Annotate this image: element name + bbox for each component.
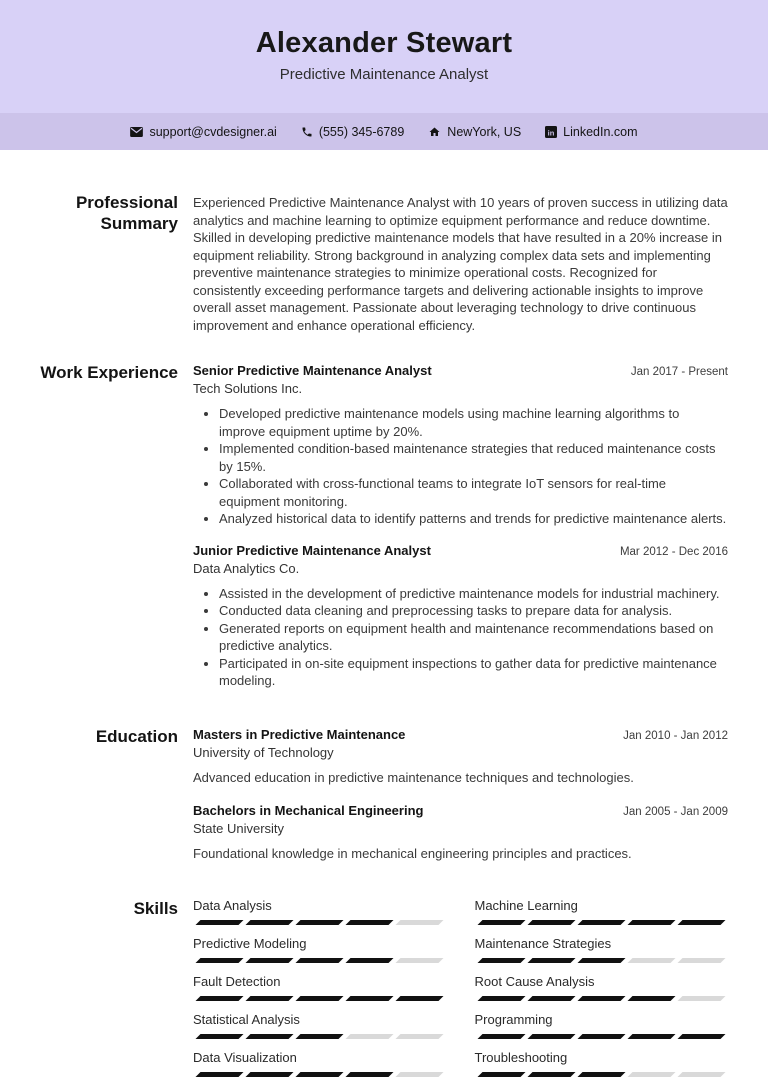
degree-description: Foundational knowledge in mechanical engineering principles and practices. [193,845,632,861]
skill-level-bar [193,958,447,963]
contact-linkedin[interactable] [545,125,637,139]
job-bullet: • Conducted data cleaning and preprocessing tasks to prepare data for analysis. [219,602,728,620]
skill-level-bar [475,996,729,1001]
skill-name: Machine Learning [474,897,578,913]
skill-level-bar [475,958,729,963]
degree-dates: Jan 2010 - Jan 2012 [623,729,728,742]
skill-segment-filled [477,996,525,1001]
skill-item [475,1050,729,1077]
svg-text:in: in [547,127,555,137]
skill-name: Statistical Analysis [193,1011,300,1027]
skill-segment-filled [296,1034,344,1039]
skill-segment-filled [527,996,575,1001]
skill-segment-filled [196,958,244,963]
skill-item [193,1012,447,1039]
skill-item [193,936,447,963]
skill-segment-empty [396,958,444,963]
section-skills [40,898,728,1077]
job-bullet: • Participated in on-site equipment inspections to gather data for predictive maintenance modeling. [219,655,728,690]
skill-segment-empty [627,958,675,963]
contact-location[interactable] [428,125,521,139]
skill-segment-filled [296,996,344,1001]
skill-segment-filled [577,996,625,1001]
skill-item [475,898,729,925]
skill-segment-filled [577,1034,625,1039]
email-icon [130,127,143,137]
skill-segment-filled [577,958,625,963]
job-company: Data Analytics Co. [193,560,300,576]
skill-segment-filled [527,958,575,963]
skill-item [193,974,447,1001]
skill-segment-filled [627,1034,675,1039]
skill-segment-filled [577,920,625,925]
section-professional-summary [40,192,728,334]
resume-header [0,0,768,113]
contact-phone-text: (555) 345-6789 [318,124,405,139]
degree-school: State University [193,820,285,836]
job-entry [193,362,728,528]
skill-segment-empty [677,996,725,1001]
skill-segment-filled [296,920,344,925]
section-title-work-experience: Work Experience [40,363,178,382]
skill-segment-filled [296,1072,344,1077]
job-company: Tech Solutions Inc. [193,381,303,396]
skill-segment-filled [346,1072,394,1077]
resume-body [0,150,768,1077]
job-bullet: • Assisted in the development of predictive maintenance models for industrial machinery. [219,585,728,603]
skill-segment-filled [196,920,244,925]
job-bullet: • Implemented condition-based maintenance strategies that reduced maintenance costs by 15%. [219,440,728,475]
skill-name: Maintenance Strategies [474,935,612,951]
degree-description: Advanced education in predictive maintenance techniques and technologies. [193,769,634,785]
skill-level-bar [475,1072,729,1077]
skill-item [475,1012,729,1039]
contact-email-text: support@cvdesigner.ai [149,124,277,139]
skill-level-bar [475,1034,729,1039]
skill-name: Data Analysis [193,897,272,913]
skill-segment-filled [246,920,294,925]
job-bullet: • Developed predictive maintenance models using machine learning algorithms to improve equipment uptime by 20%. [219,405,728,440]
summary-text: Experienced Predictive Maintenance Analyst with 10 years of proven success in utilizing data analytics and machine learning to optimize equipment performance and reduce downtime. Skilled in developing predictive maintenance models that have resulted in a 20% increase in equipment reliability. Strong background in analyzing complex data sets and implementing preventive maintenance strategies to minimize operational costs. Recognized for consistently exceeding performance targets and delivering actionable insights to improve overall asset management. Passionate about leveraging technology to drive continuous improvement and enhance operational efficiency. [193,195,728,333]
job-title: Senior Predictive Maintenance Analyst [193,363,432,378]
skill-item [475,974,729,1001]
job-bullet-list [193,585,728,690]
skill-item [193,1050,447,1077]
contact-email[interactable] [130,125,276,139]
skill-segment-filled [477,1072,525,1077]
skill-segment-empty [396,1072,444,1077]
home-icon [428,126,441,138]
candidate-title: Predictive Maintenance Analyst [279,66,489,83]
skill-segment-empty [677,958,725,963]
skill-segment-empty [627,1072,675,1077]
contact-linkedin-text: LinkedIn.com [563,124,638,139]
skill-segment-filled [477,920,525,925]
job-dates: Jan 2017 - Present [630,366,728,378]
degree-title: Masters in Predictive Maintenance [193,726,406,742]
skill-item [475,936,729,963]
skill-segment-filled [677,920,725,925]
skill-level-bar [475,920,729,925]
section-education [40,726,728,862]
skill-segment-empty [396,920,444,925]
skill-segment-filled [246,958,294,963]
job-title: Junior Predictive Maintenance Analyst [193,542,431,558]
linkedin-icon [545,126,557,138]
skill-segment-filled [246,1072,294,1077]
skill-segment-filled [527,1072,575,1077]
skill-level-bar [193,996,447,1001]
section-title-professional-summary: Professional Summary [75,193,178,233]
skill-name: Data Visualization [193,1049,297,1065]
contact-bar [0,113,768,150]
skills-grid [193,898,728,1077]
job-bullet: • Analyzed historical data to identify patterns and trends for predictive maintenance alerts. [219,510,728,528]
skill-name: Fault Detection [193,973,281,989]
degree-title: Bachelors in Mechanical Engineering [193,802,424,818]
skill-segment-filled [577,1072,625,1077]
skill-segment-filled [477,1034,525,1039]
section-work-experience [40,362,728,690]
skill-segment-filled [527,1034,575,1039]
section-title-skills: Skills [133,898,178,918]
skill-segment-filled [196,996,244,1001]
job-bullet: • Collaborated with cross-functional teams to integrate IoT sensors for real-time equipment monitoring. [219,475,728,510]
skill-segment-filled [196,1072,244,1077]
candidate-name: Alexander Stewart [255,27,513,59]
skill-segment-filled [527,920,575,925]
skill-segment-filled [677,1034,725,1039]
skill-level-bar [193,1072,447,1077]
skill-segment-empty [677,1072,725,1077]
contact-phone[interactable] [301,125,404,139]
skill-segment-filled [477,958,525,963]
skill-name: Predictive Modeling [193,935,307,951]
education-entry [193,802,728,862]
education-entry [193,726,728,786]
skill-name: Programming [474,1011,553,1027]
skill-segment-filled [627,920,675,925]
job-entry [193,542,728,690]
skill-segment-filled [346,920,394,925]
skill-segment-filled [346,958,394,963]
skill-segment-empty [346,1034,394,1039]
contact-location-text: NewYork, US [447,124,522,139]
skill-segment-filled [246,996,294,1001]
skill-segment-filled [196,1034,244,1039]
degree-dates: Jan 2005 - Jan 2009 [623,805,728,818]
job-bullet: • Generated reports on equipment health and maintenance recommendations based on predictive analytics. [219,620,728,655]
skill-name: Troubleshooting [474,1049,568,1065]
skill-segment-empty [396,1034,444,1039]
section-title-education: Education [95,726,178,746]
skill-segment-filled [396,996,444,1001]
skill-segment-filled [346,996,394,1001]
job-dates: Mar 2012 - Dec 2016 [619,545,728,558]
skill-segment-filled [627,996,675,1001]
degree-school: University of Technology [193,744,334,760]
job-bullet-list [193,405,728,528]
skill-name: Root Cause Analysis [474,973,595,989]
skill-level-bar [193,1034,447,1039]
skill-level-bar [193,920,447,925]
phone-icon [301,126,313,138]
skill-segment-filled [296,958,344,963]
skill-item [193,898,447,925]
skill-segment-filled [246,1034,294,1039]
